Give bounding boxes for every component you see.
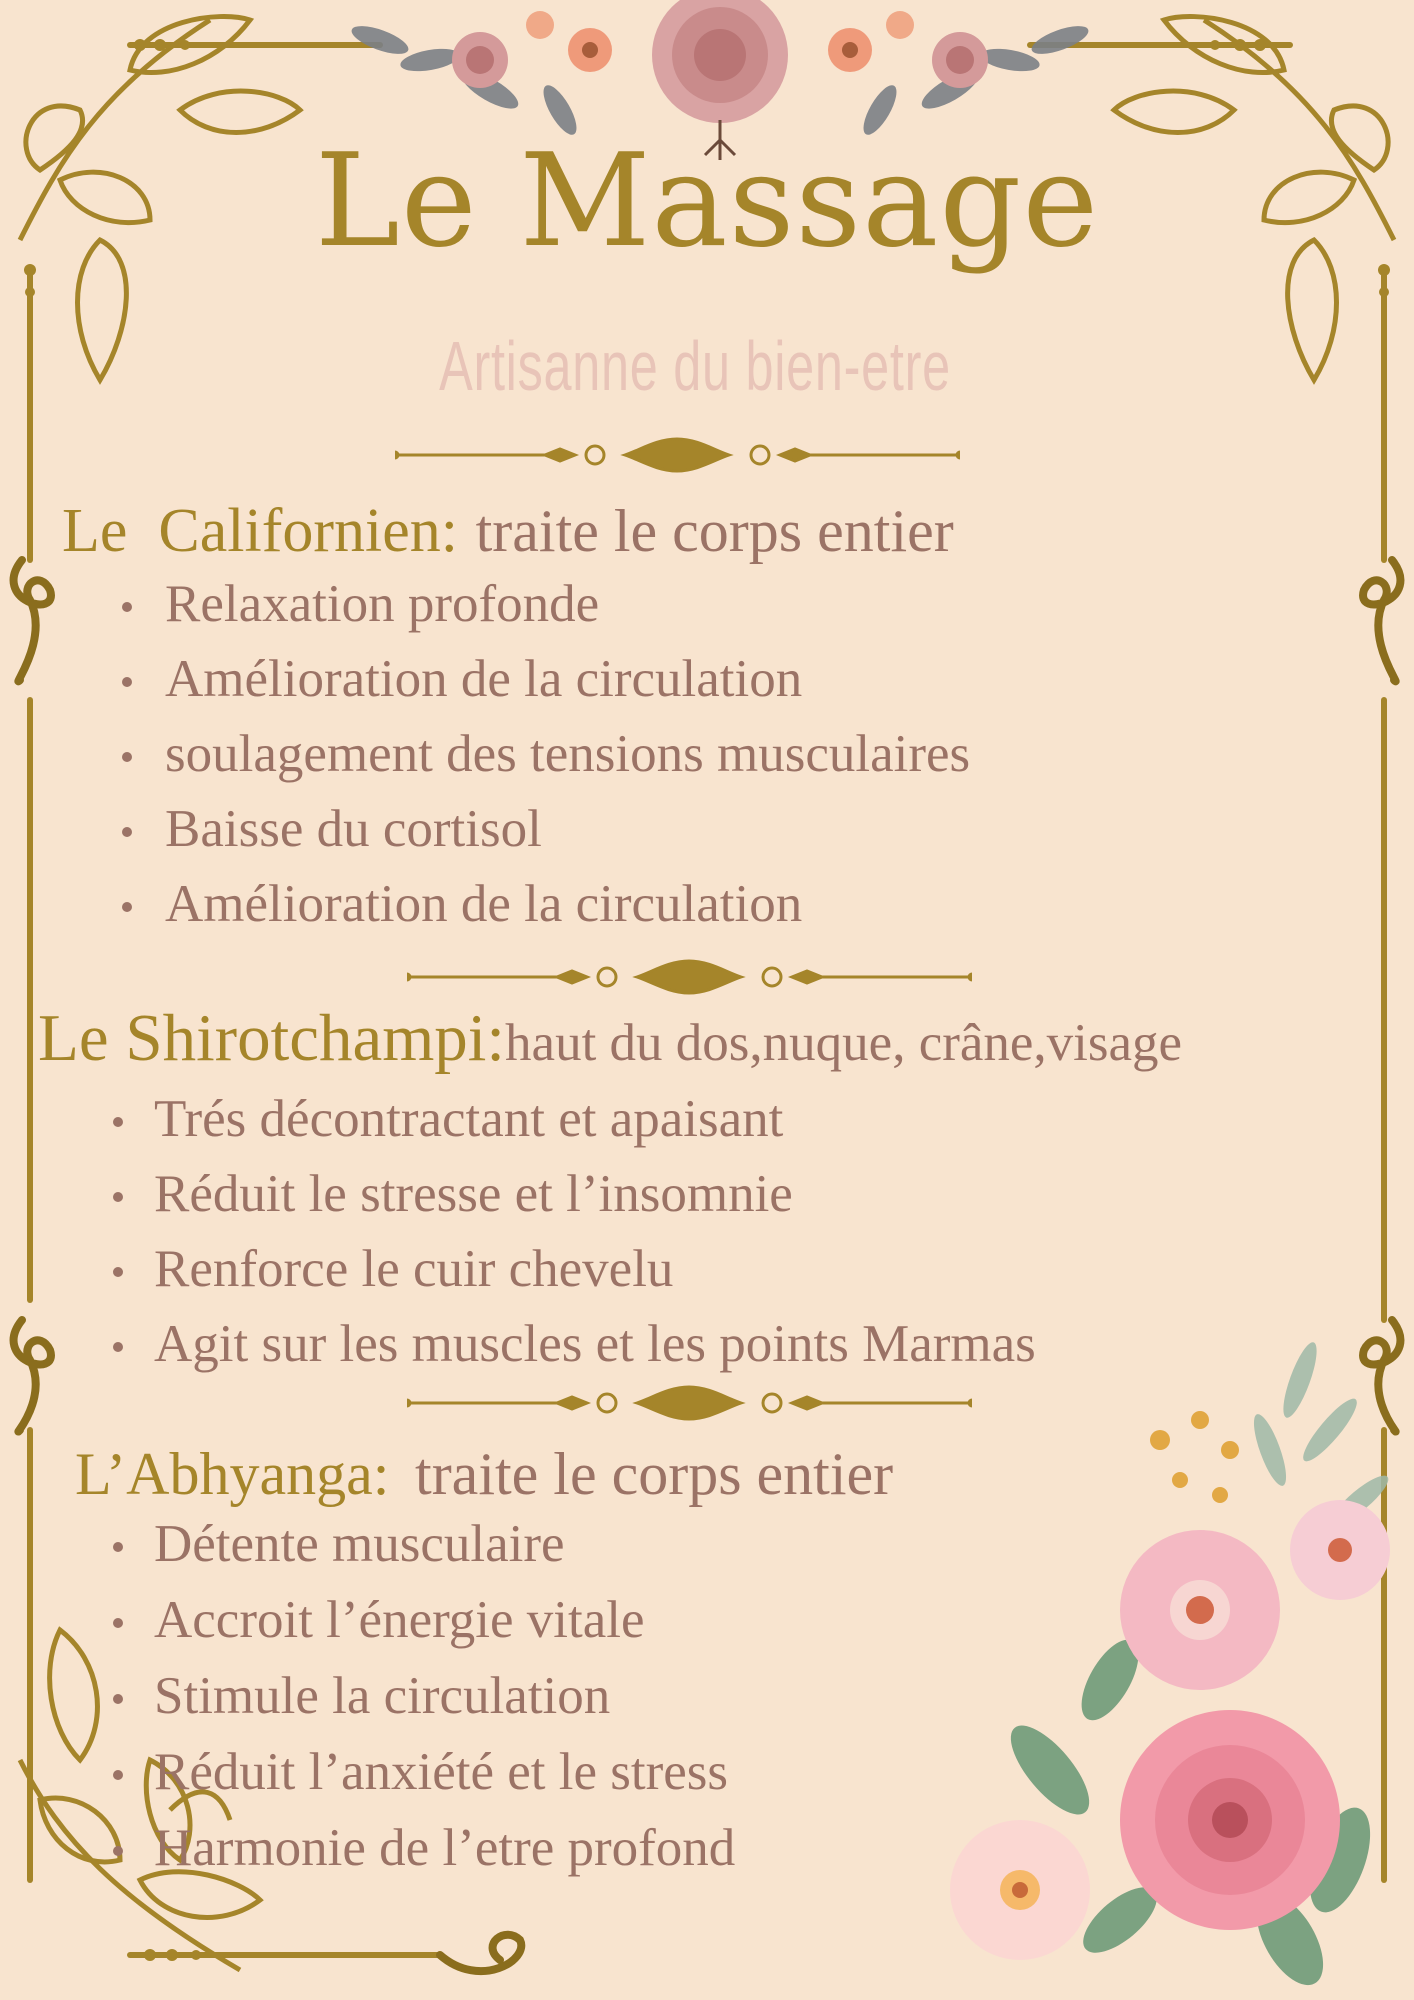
page-subtitle: Artisanne du bien-etre	[439, 327, 951, 405]
list-item: Renforce le cuir chevelu	[112, 1243, 1036, 1318]
list-item: Relaxation profonde	[120, 578, 970, 653]
list-item: Trés décontractant et apaisant	[112, 1093, 1036, 1168]
ornamental-divider	[395, 435, 960, 475]
list-item: Réduit l’anxiété et le stress	[112, 1746, 735, 1822]
section-description: traite le corps entier	[415, 1441, 894, 1507]
section-heading-shirotchampi	[38, 1001, 1183, 1075]
section-heading-californien	[62, 497, 954, 565]
section-heading-abhyanga	[75, 1441, 894, 1507]
list-item: Stimule la circulation	[112, 1670, 735, 1746]
list-item: Amélioration de la circulation	[120, 653, 970, 728]
list-item: Amélioration de la circulation	[120, 878, 970, 953]
section-name: L’Abhyanga:	[75, 1441, 390, 1507]
list-item: Détente musculaire	[112, 1518, 735, 1594]
section-description: traite le corps entier	[475, 498, 954, 564]
list-item: soulagement des tensions musculaires	[120, 728, 970, 803]
section-name: Le Shirotchampi:	[38, 1001, 506, 1075]
list-item: Baisse du cortisol	[120, 803, 970, 878]
rose-bouquet-decoration	[820, 1300, 1414, 2000]
section-name: Le Californien:	[62, 497, 458, 565]
section-description: haut du dos,nuque, crâne,visage	[505, 1014, 1183, 1072]
list-item: Harmonie de l’etre profond	[112, 1822, 735, 1898]
list-item: Accroit l’énergie vitale	[112, 1594, 735, 1670]
benefits-list-abhyanga	[112, 1515, 736, 1898]
list-item: Réduit le stresse et l’insomnie	[112, 1168, 1036, 1243]
list-item: Agit sur les muscles et les points Marmas	[112, 1318, 1036, 1393]
page-title: Le Massage	[314, 127, 1100, 276]
ornamental-divider	[407, 957, 972, 997]
benefits-list-californien	[120, 575, 971, 953]
